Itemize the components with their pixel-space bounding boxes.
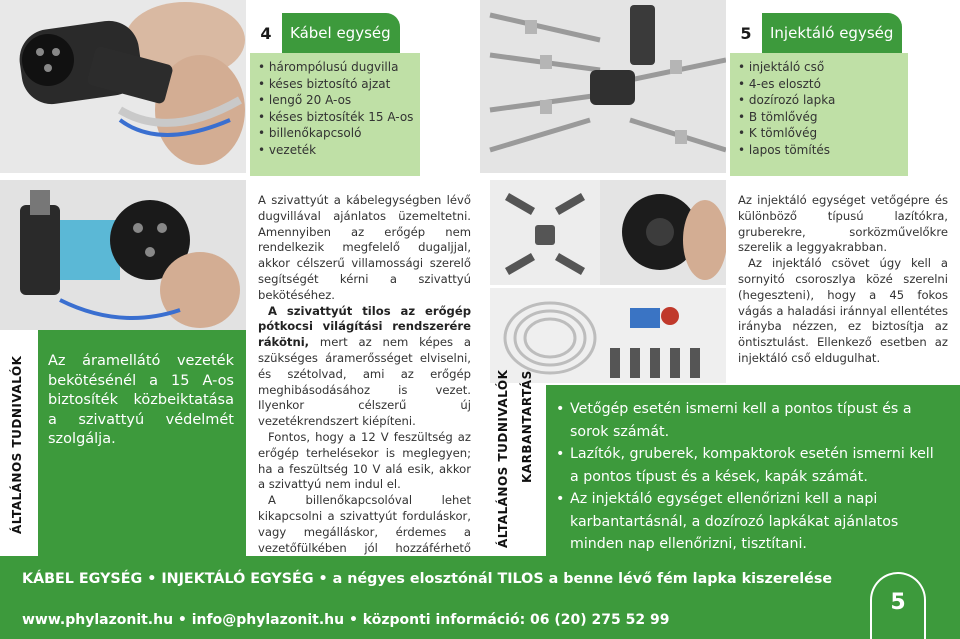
cable-paragraph-4: A billenőkapcsolóval lehet kikapcsolni a szivattyút forduláskor, vagy megálláskor, érdemes a vezetőfülkében jól hozzáférhető	[258, 493, 471, 555]
maintenance-list	[556, 398, 941, 556]
section-5-number: 5	[730, 13, 762, 53]
section-4-bullet: • lengő 20 A-os	[258, 92, 420, 109]
section-5-bullets	[730, 53, 908, 176]
tube-illustration	[600, 180, 726, 285]
section-5-bullet: • dozírozó lapka	[738, 92, 908, 109]
section-4-title: Kábel egység	[290, 24, 391, 42]
section-5-header	[730, 13, 902, 53]
photo-plug-hand	[0, 0, 246, 173]
section-5-title: Injektáló egység	[770, 24, 894, 42]
photo-injector-tube	[600, 180, 726, 285]
injector-unit-text	[738, 193, 948, 367]
page-number: 5	[890, 590, 906, 615]
maintenance-item: • Az injektáló egységet ellenőrizni kell a napi karbantartásnál, a dozírozó lapkákat ajánlatos minden nap ellenőrizni, tisztítani.	[556, 488, 941, 556]
injector-paragraph-2: Az injektáló csövet úgy kell a sornyitó csoroszlya közé szerelni (hegeszteni), hogy a 45 fokos vágás a haladási iránnyal ellentétes irányba nézzen, ez biztosítja az öntisztulást. Ellenkező esetben az injektáló cső eldugulhat.	[738, 256, 948, 365]
footer-contact: www.phylazonit.hu • info@phylazonit.hu • központi információ: 06 (20) 275 52 99	[22, 612, 670, 628]
footer-headline: KÁBEL EGYSÉG • INJEKTÁLÓ EGYSÉG • a négyes elosztónál TILOS a benne lévő fém lapka kiszerelése	[22, 571, 833, 587]
photo-switch-plug	[0, 180, 246, 330]
section-5-bullet: • K tömlővég	[738, 125, 908, 142]
section-5-bullet: • 4-es elosztó	[738, 76, 908, 93]
section-4-bullet: • késes biztosító ajzat	[258, 76, 420, 93]
section-4-bullet: • billenőkapcsoló	[258, 125, 420, 142]
injector-paragraph-1: Az injektáló egységet vetőgépre és különböző típusú lazítókra, gruberekre, sorközművelőkre szerelik a leggyakrabban.	[738, 193, 948, 255]
section-4-bullet: • késes biztosíték 15 A-os	[258, 109, 420, 126]
fittings-illustration	[480, 0, 726, 173]
section-5-bullet: • B tömlővég	[738, 109, 908, 126]
switch-illustration	[0, 180, 246, 330]
section-5-bullet: • lapos tömítés	[738, 142, 908, 159]
section-4-bullets	[250, 53, 420, 176]
section-4-bullet: • hárompólusú dugvilla	[258, 59, 420, 76]
cable-warning-bold: A szivattyút tilos az erőgép pótkocsi világítási rendszerére rákötni,	[258, 303, 471, 350]
cable-unit-text	[258, 193, 471, 572]
plug-illustration	[0, 0, 246, 173]
cable-paragraph-3: Fontos, hogy a 12 V feszültség az erőgép terhelésekor is meglegyen; ha a feszültség 10 V alá esik, akkor a szivattyú nem indul el.	[258, 429, 471, 492]
cable-paragraph-2	[258, 304, 471, 430]
photo-hoses	[490, 288, 726, 383]
section-5-bullet: • injektáló cső	[738, 59, 908, 76]
maintenance-item: • Lazítók, gruberek, kompaktorok esetén ismerni kell a pontos típust és a kések, kapák számát.	[556, 443, 941, 488]
left-vertical-label: ÁLTALÁNOS TUDNIVALÓK	[10, 355, 24, 535]
mid-vertical-label-1: ÁLTALÁNOS TUDNIVALÓK	[496, 370, 510, 549]
maintenance-notch	[546, 385, 726, 389]
hoses-illustration	[490, 288, 726, 383]
photo-fittings	[480, 0, 726, 173]
section-4-header	[250, 13, 400, 53]
mid-vertical-label-2: KARBANTARTÁS	[520, 370, 534, 483]
left-panel-text: Az áramellátó vezeték bekötésénél a 15 A-os biztosíték közbeiktatása a szivattyú védelmét szolgálja.	[48, 353, 234, 447]
section-4-bullet: • vezeték	[258, 142, 420, 159]
cable-warning-rest: mert az nem képes a szükséges áramerősséget elviselni, és szétolvad, ami az erőgép meghibásodásához is vezet. Ilyenkor célszerű új vezetékrendszert kiépíteni.	[258, 335, 471, 429]
cable-paragraph-1: A szivattyút a kábelegységben lévő dugvillával ajánlatos üzemeltetni. Amennyiben az erőgép nem rendelkezik megfelelő dugaljjal, akkor célszerű villamossági szerelő segítségét kérni a szivattyú bekötéséhez.	[258, 193, 471, 302]
section-4-number: 4	[250, 13, 282, 53]
splitter-illustration	[490, 180, 600, 285]
maintenance-item: • Vetőgép esetén ismerni kell a pontos típust és a sorok számát.	[556, 398, 941, 443]
photo-y-splitter	[490, 180, 600, 285]
